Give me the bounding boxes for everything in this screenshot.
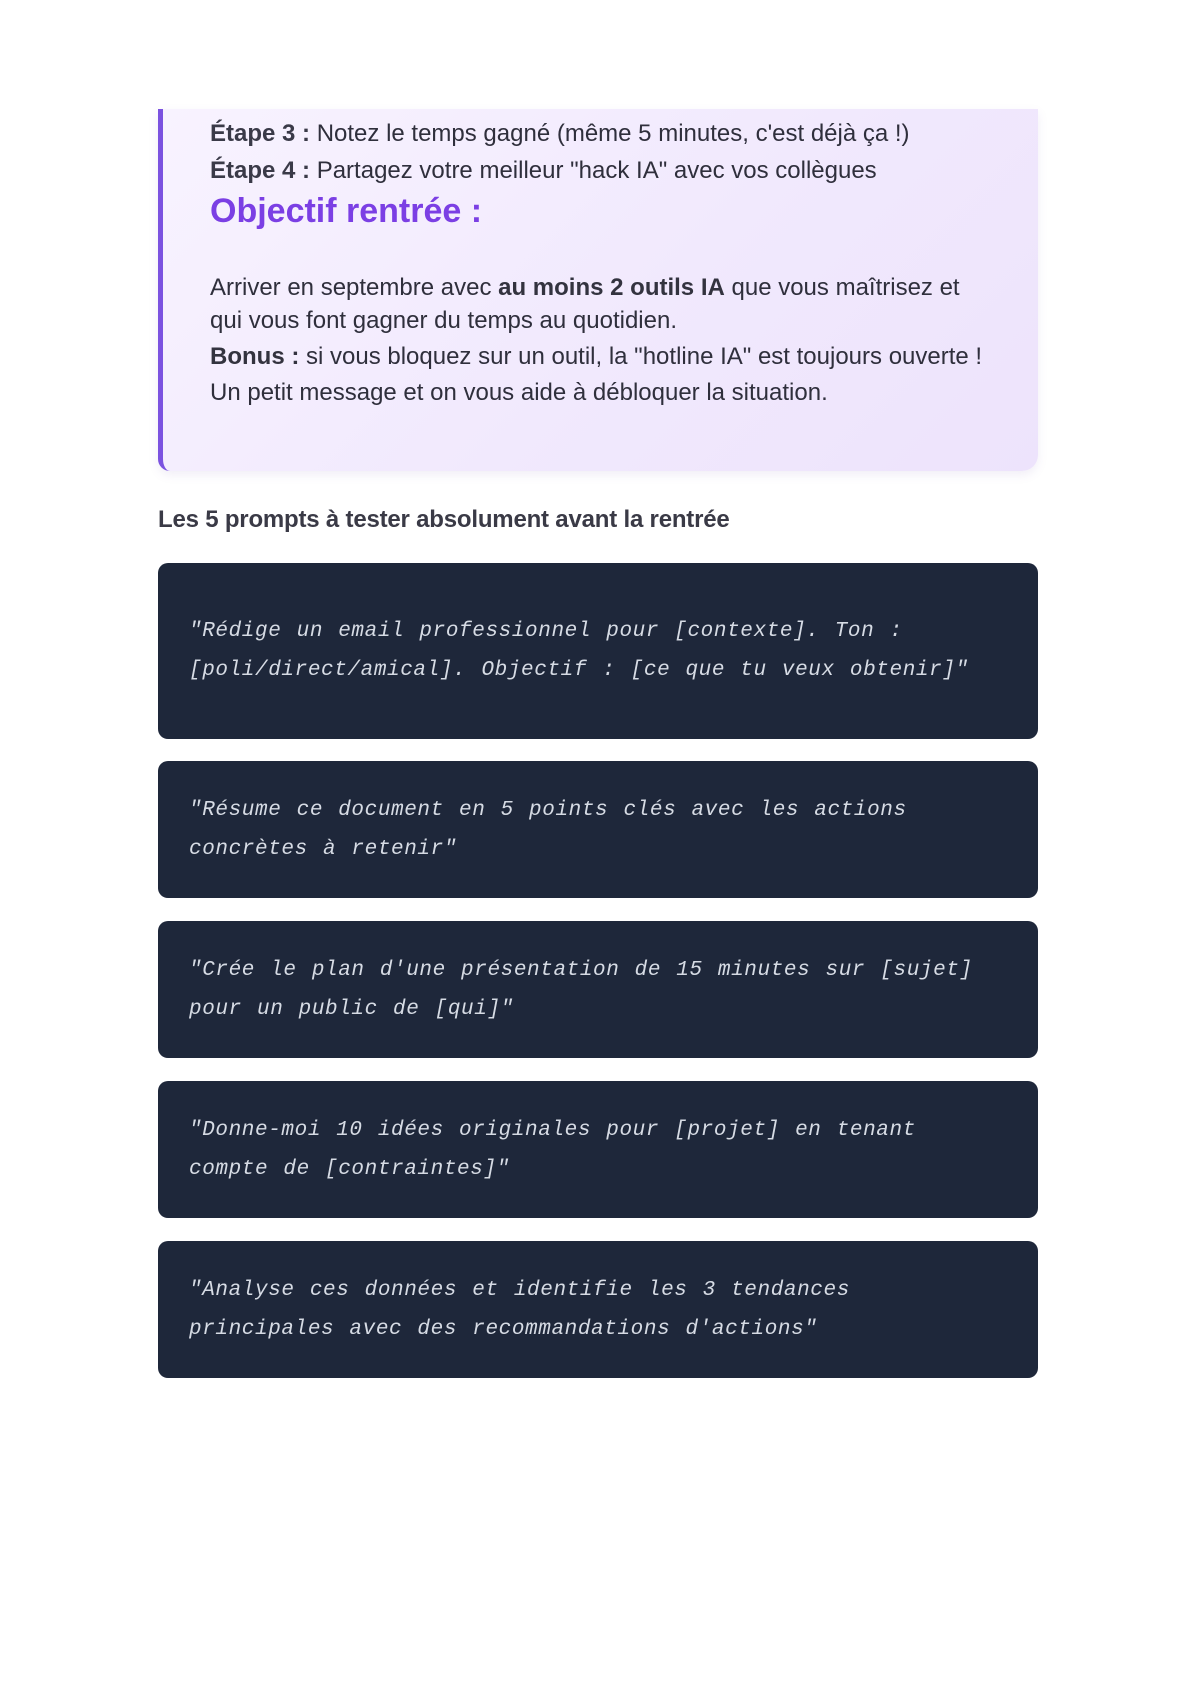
bonus-label: Bonus : bbox=[210, 343, 300, 370]
prompt-text-4: "Donne-moi 10 idées originales pour [projet] en tenant compte de [contraintes]" bbox=[189, 1118, 916, 1181]
prompt-text-2: "Résume ce document en 5 points clés avec les actions concrètes à retenir" bbox=[189, 798, 907, 861]
prompt-text-3: "Crée le plan d'une présentation de 15 minutes sur [sujet] pour un public de [qui]" bbox=[189, 958, 973, 1021]
prompt-text-5: "Analyse ces données et identifie les 3 tendances principales avec des recommandations d'actions" bbox=[189, 1278, 850, 1341]
prompt-text-1: "Rédige un email professionnel pour [contexte]. Ton : [poli/direct/amical]. Objectif : [ce que tu veux obtenir]" bbox=[189, 620, 969, 682]
step-4-text: Partagez votre meilleur "hack IA" avec vos collègues bbox=[310, 157, 877, 184]
bonus-text: si vous bloquez sur un outil, la "hotline IA" est toujours ouverte ! Un petit message et on vous aide à débloquer la situation. bbox=[210, 343, 983, 406]
step-3-text: Notez le temps gagné (même 5 minutes, c'est déjà ça !) bbox=[310, 120, 910, 147]
step-4-label: Étape 4 : bbox=[210, 157, 311, 184]
prompt-card-3 bbox=[158, 921, 1038, 1058]
bonus-note bbox=[210, 339, 998, 411]
prompt-card-1 bbox=[158, 563, 1038, 739]
step-3-label: Étape 3 : bbox=[210, 120, 311, 147]
prompt-card-2 bbox=[158, 761, 1038, 898]
objective-title: Objectif rentrée : bbox=[210, 192, 483, 230]
goal-text-bold: au moins 2 outils IA bbox=[498, 274, 725, 301]
section-title: Les 5 prompts à tester absolument avant la rentrée bbox=[158, 506, 730, 533]
goal-text-end: que vous maîtrisez et qui vous font gagner du temps au quotidien. bbox=[210, 274, 960, 334]
objective-callout bbox=[158, 109, 1038, 471]
prompt-card-4 bbox=[158, 1081, 1038, 1218]
prompt-card-5 bbox=[158, 1241, 1038, 1378]
step-4 bbox=[210, 152, 998, 189]
objective-goal bbox=[210, 271, 998, 337]
goal-text-start: Arriver en septembre avec bbox=[210, 274, 499, 301]
step-3 bbox=[210, 115, 998, 152]
